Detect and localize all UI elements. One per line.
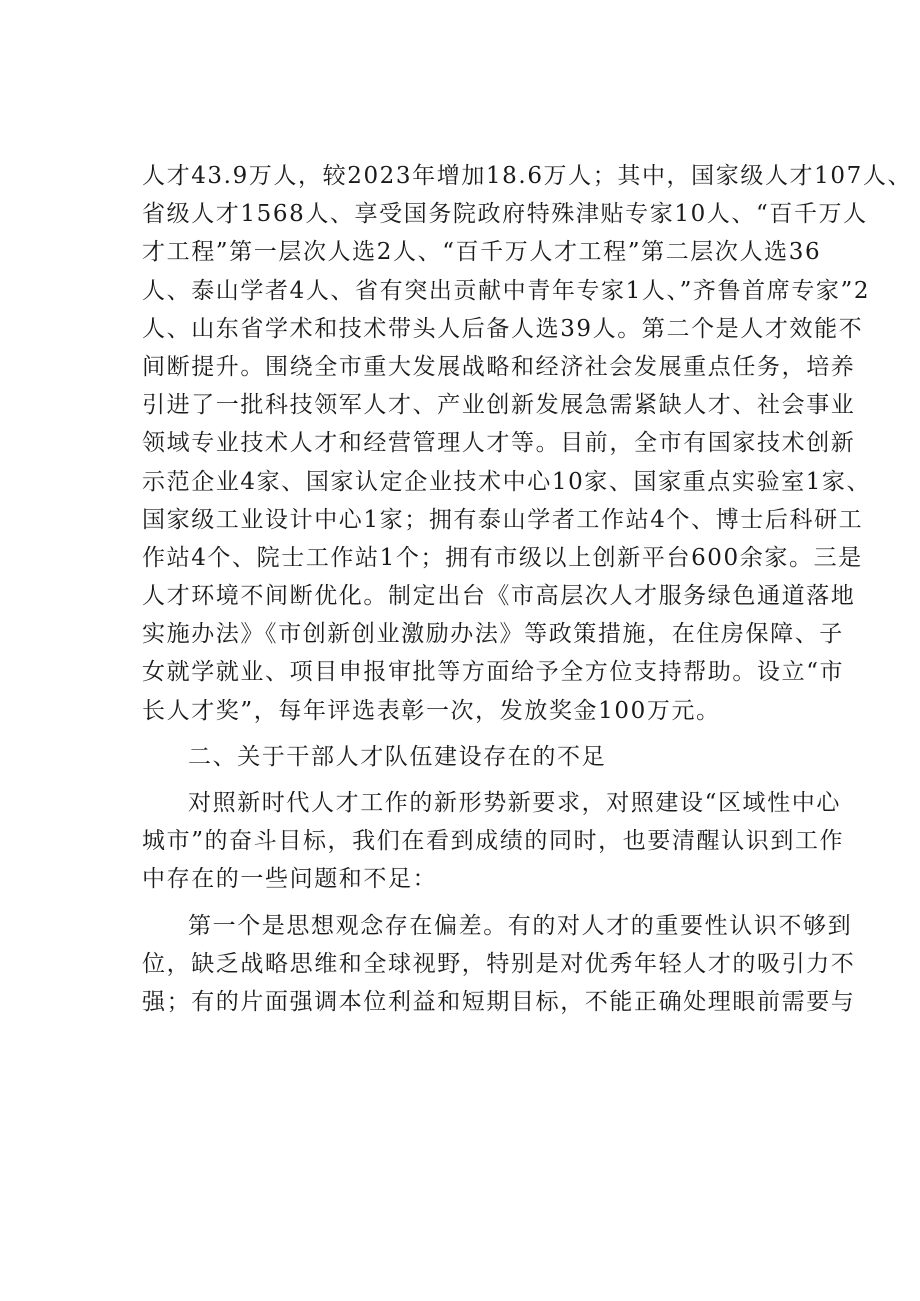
text-line: 省级人才1568人、享受国务院政府特殊津贴专家10人、“百千万人 <box>142 201 868 228</box>
text-line: 引进了一批科技领军人才、产业创新发展急需紧缺人才、社会事业 <box>142 392 856 419</box>
text-line: 第一个是思想观念存在偏差。有的对人才的重要性认识不够到 <box>188 912 853 939</box>
paragraph-gap <box>142 776 798 784</box>
text-line: 人才环境不间断优化。制定出台《市高层次人才服务绿色通道落地 <box>142 583 856 610</box>
text-line: 位，缺乏战略思维和全球视野，特别是对优秀年轻人才的吸引力不 <box>142 950 856 977</box>
paragraph-shortcomings-intro <box>142 784 845 899</box>
text-line: 强；有的片面强调本位利益和短期目标，不能正确处理眼前需要与 <box>142 988 856 1015</box>
paragraph-gap <box>142 899 798 907</box>
paragraph-gap <box>142 730 798 738</box>
text-line: 领域专业技术人才和经营管理人才等。目前，全市有国家技术创新 <box>142 430 856 457</box>
text-line: 女就学就业、项目申报审批等方面给予全方位支持帮助。设立“市 <box>142 659 845 686</box>
text-line: 城市”的奋斗目标，我们在看到成绩的同时，也要清醒认识到工作 <box>142 828 845 855</box>
heading-line: 二、关于干部人才队伍建设存在的不足 <box>188 743 607 770</box>
text-line: 长人才奖”，每年评选表彰一次，发放奖金100万元。 <box>142 697 721 724</box>
text-line: 人、泰山学者4人、省有突出贡献中青年专家1人、”齐鲁首席专家”2 <box>142 277 871 304</box>
paragraph-talent-achievements <box>142 157 913 730</box>
paragraph-first-shortcoming <box>142 907 856 1022</box>
text-line: 间断提升。围绕全市重大发展战略和经济社会发展重点任务，培养 <box>142 353 856 380</box>
text-line: 示范企业4家、国家认定企业技术中心10家、国家重点实验室1家、 <box>142 468 872 495</box>
text-line: 国家级工业设计中心1家；拥有泰山学者工作站4个、博士后科研工 <box>142 506 864 533</box>
text-line: 人才43.9万人，较2023年增加18.6万人；其中，国家级人才107人、 <box>142 163 913 189</box>
document-body <box>142 157 913 1021</box>
text-line: 实施办法》《市创新创业激励办法》等政策措施，在住房保障、子 <box>142 621 844 648</box>
text-line: 人、山东省学术和技术带头人后备人选39人。第二个是人才效能不 <box>142 315 864 342</box>
text-line: 作站4个、院士工作站1个；拥有市级以上创新平台600余家。三是 <box>142 544 863 571</box>
section-heading <box>142 738 798 776</box>
text-line: 才工程”第一层次人选2人、“百千万人才工程”第二层次人选36 <box>142 239 822 266</box>
text-line: 中存在的一些问题和不足： <box>142 866 438 893</box>
text-line: 对照新时代人才工作的新形势新要求，对照建设“区域性中心 <box>188 790 841 816</box>
